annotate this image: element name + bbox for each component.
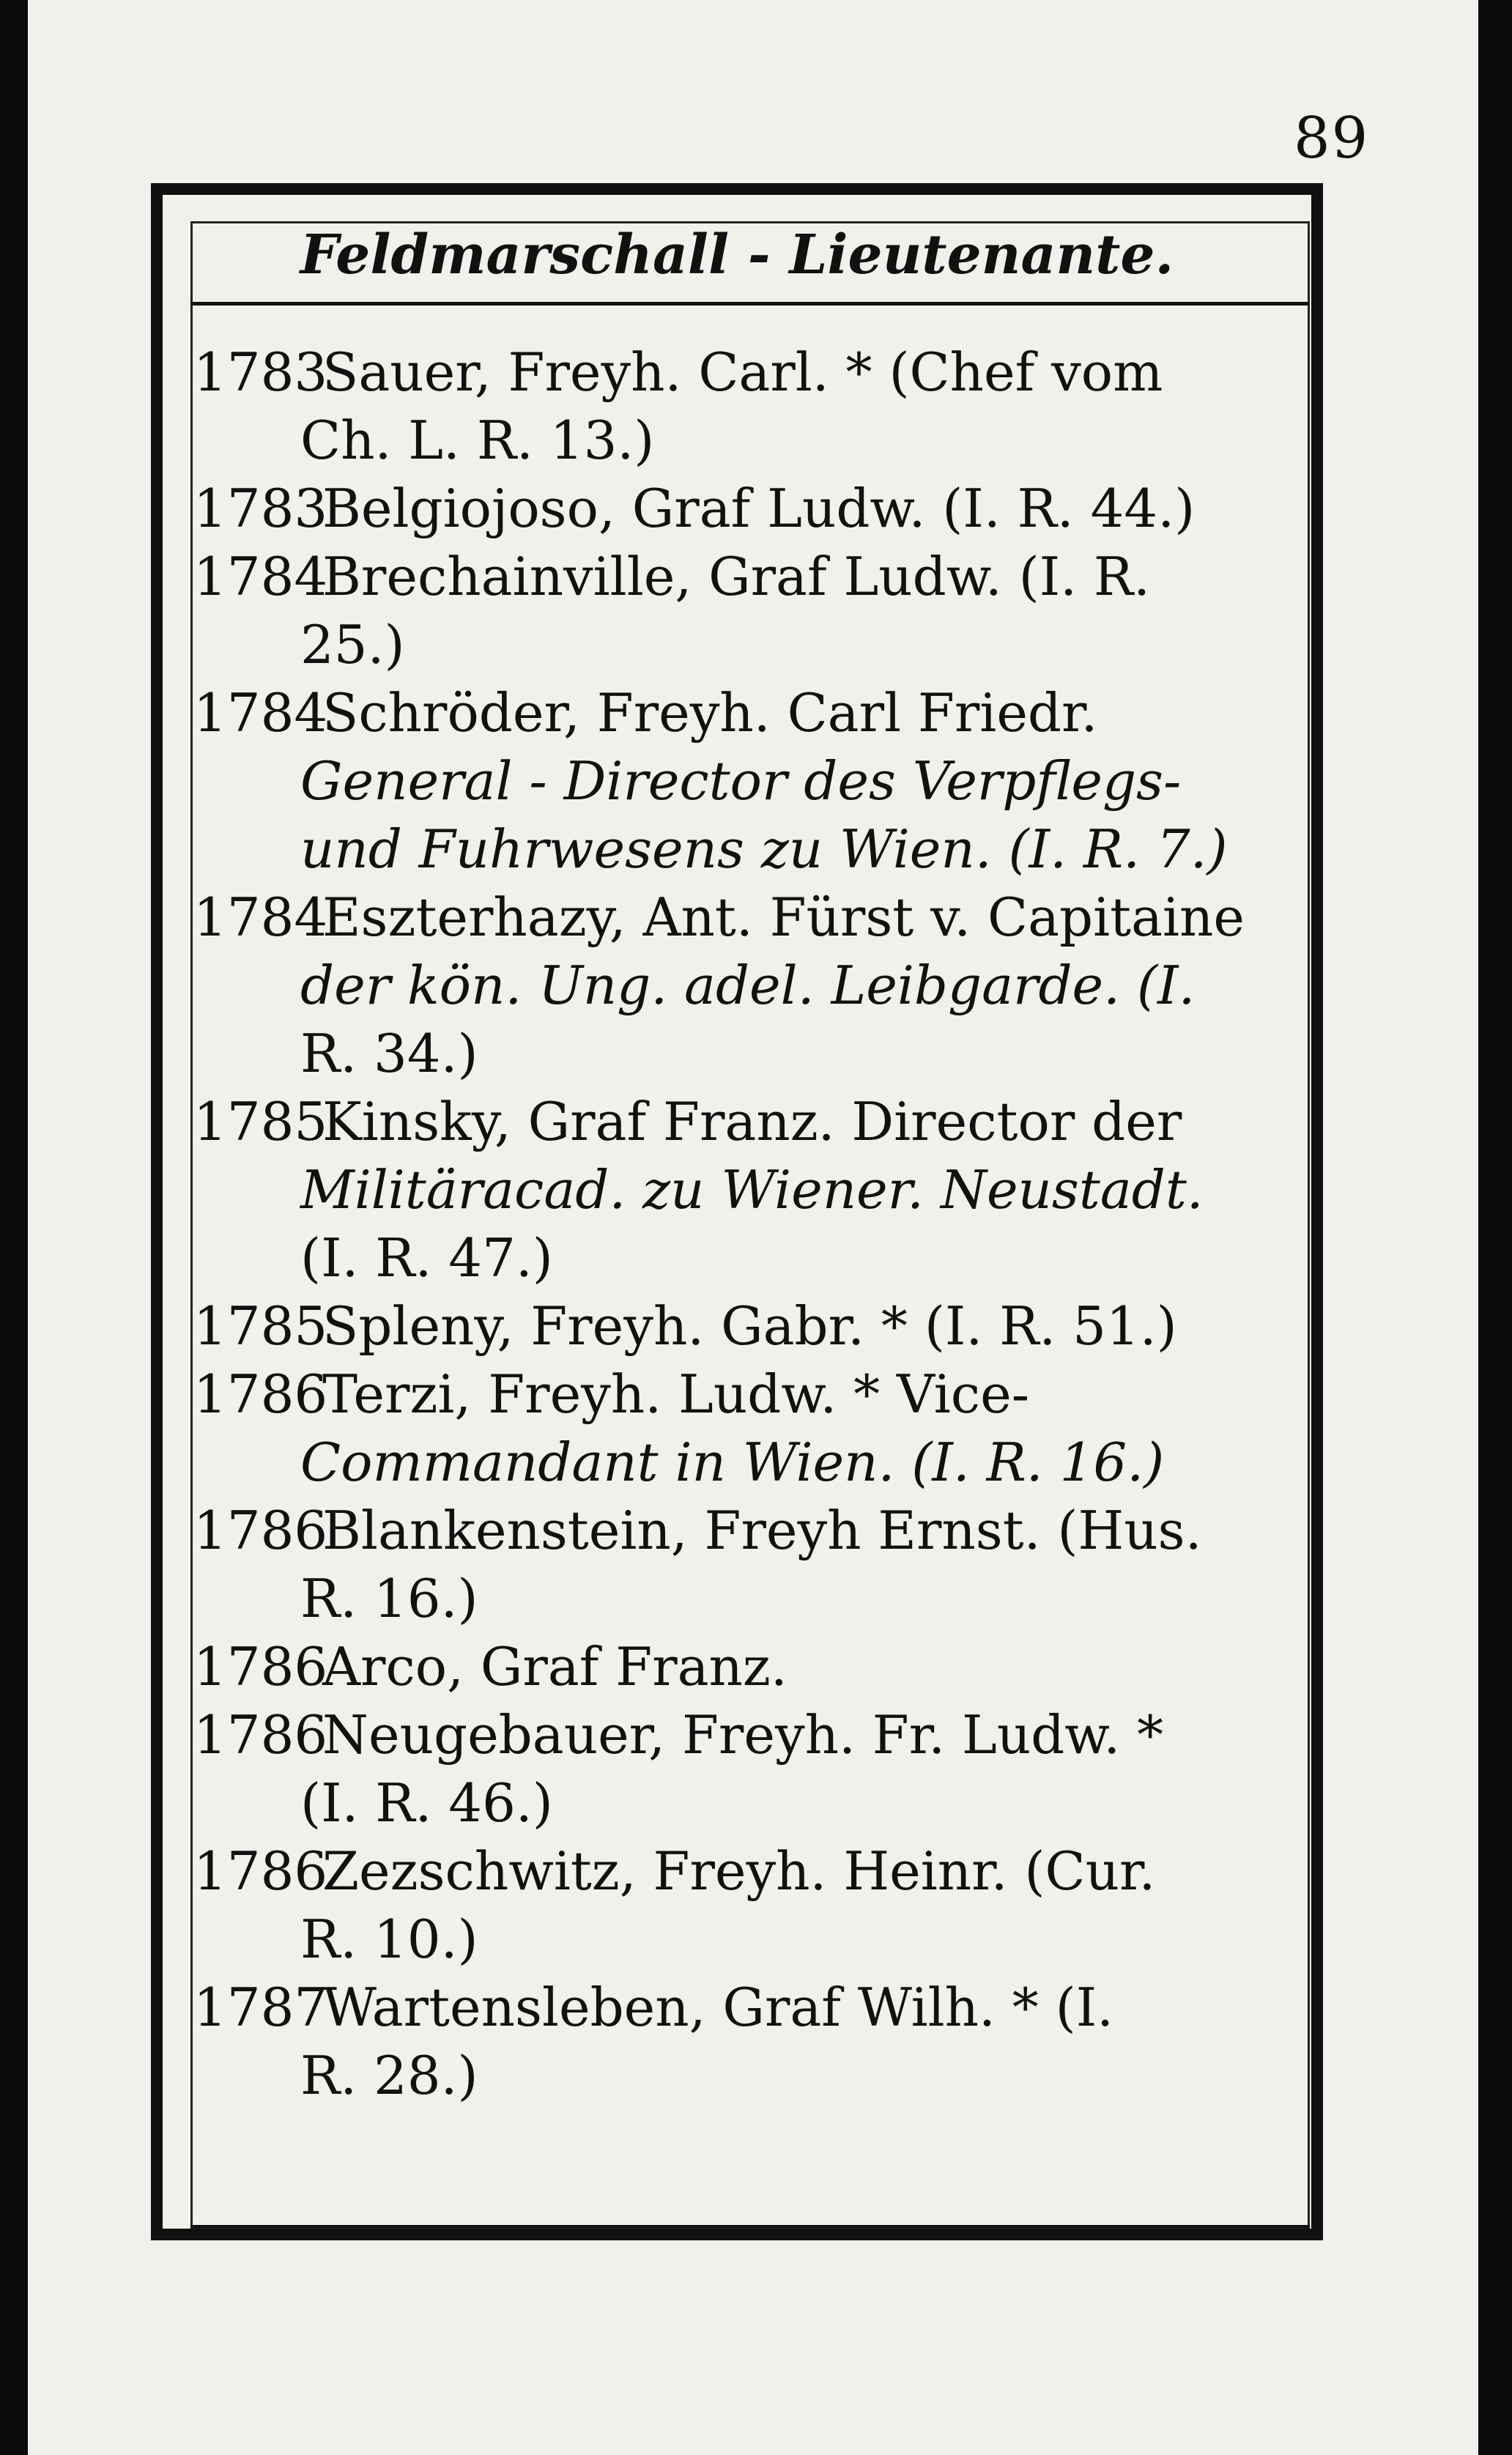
entry-line: R. 34.) [300,1023,478,1084]
list-item [193,1701,1307,1837]
entry-year: 1783 [193,341,328,403]
entry-line: Ch. L. R. 13.) [300,410,655,471]
list-item [193,543,1307,679]
list-item [193,1292,1307,1360]
book-page [28,0,1478,2455]
entry-line: und Fuhrwesens zu Wien. (I. R. 7.) [300,818,1228,880]
entry-line: Kinsky, Graf Franz. Director der [322,1091,1182,1152]
entry-year: 1787 [193,1977,328,2038]
list-item [193,338,1307,475]
list-item [193,1497,1307,1633]
entry-year: 1786 [193,1363,328,1425]
entry-year: 1784 [193,546,328,607]
entry-year: 1784 [193,886,328,948]
page-number: 89 [1294,105,1370,171]
page-frame [151,183,1323,2240]
section-heading: Feldmarschall - Lieutenante. [300,223,1174,286]
entry-year: 1783 [193,478,328,539]
entry-line: R. 28.) [300,2045,478,2106]
entry-line: Blankenstein, Freyh Ernst. (Hus. [322,1500,1202,1561]
entry-year: 1786 [193,1500,328,1561]
entry-line: General - Director des Verpflegs- [300,750,1182,812]
bottom-rule [190,2225,1310,2228]
entry-line: der kön. Ung. adel. Leibgarde. (I. [300,955,1196,1016]
entry-list [193,338,1307,2110]
entry-line: Terzi, Freyh. Ludw. * Vice- [322,1363,1030,1425]
entry-year: 1786 [193,1636,328,1697]
entry-line: Brechainville, Graf Ludw. (I. R. [322,546,1151,607]
entry-year: 1785 [193,1295,328,1357]
entry-line: Neugebauer, Freyh. Fr. Ludw. * [322,1704,1164,1766]
entry-line: Militäracad. zu Wiener. Neustadt. [300,1159,1204,1221]
entry-line: Zezschwitz, Freyh. Heinr. (Cur. [322,1840,1156,1902]
entry-line: Belgiojoso, Graf Ludw. (I. R. 44.) [322,478,1196,539]
list-item [193,1974,1307,2110]
entry-line: R. 10.) [300,1908,478,1970]
entry-line: Schröder, Freyh. Carl Friedr. [322,682,1098,744]
entry-line: Spleny, Freyh. Gabr. * (I. R. 51.) [322,1295,1177,1357]
list-item [193,884,1307,1088]
entry-line: (I. R. 47.) [300,1227,553,1289]
entry-line: Commandant in Wien. (I. R. 16.) [300,1432,1165,1493]
entry-year: 1785 [193,1091,328,1152]
list-item [193,475,1307,543]
list-item [193,1360,1307,1497]
entry-line: R. 16.) [300,1568,478,1629]
entry-year: 1786 [193,1704,328,1766]
entry-line: (I. R. 46.) [300,1772,553,1834]
entry-line: Sauer, Freyh. Carl. * (Chef vom [322,341,1163,403]
entry-line: Arco, Graf Franz. [322,1636,788,1697]
list-item [193,1088,1307,1292]
heading-rule [190,302,1310,306]
entry-line: Eszterhazy, Ant. Fürst v. Capitaine [322,886,1245,948]
list-item [193,1837,1307,1974]
list-item [193,1633,1307,1701]
entry-line: 25.) [300,614,405,675]
entry-year: 1784 [193,682,328,744]
list-item [193,679,1307,884]
entry-year: 1786 [193,1840,328,1902]
entry-line: Wartensleben, Graf Wilh. * (I. [322,1977,1114,2038]
